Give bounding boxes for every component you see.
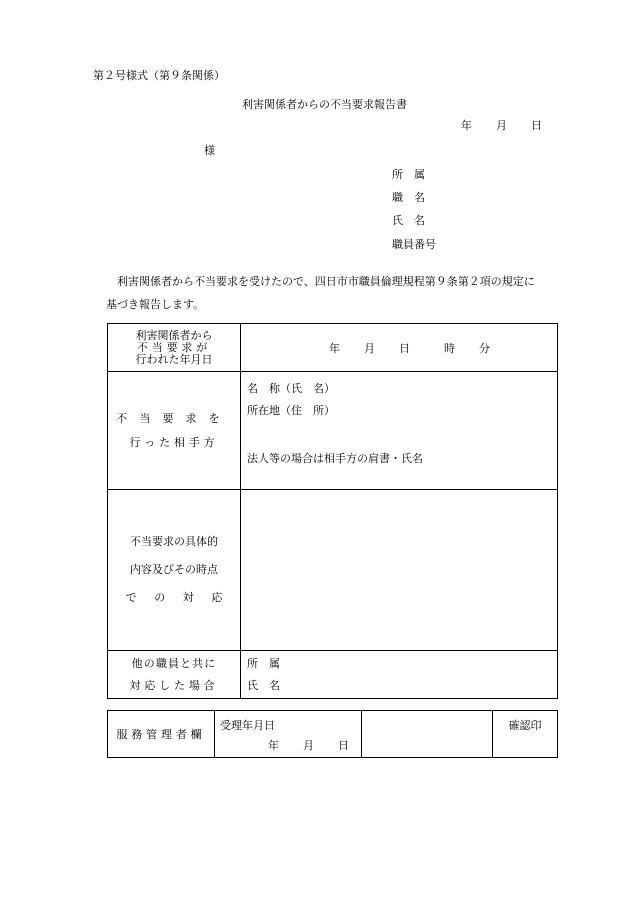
request-date-label-cell	[108, 324, 241, 372]
other-staff-label-cell	[108, 651, 241, 699]
request-day-label: 日	[399, 341, 410, 355]
received-year-label: 年	[268, 739, 279, 752]
received-date-cell[interactable]	[215, 711, 362, 758]
table-row-manager	[108, 711, 558, 758]
request-month-label: 月	[364, 341, 375, 355]
counterparty-value-cell[interactable]	[241, 372, 558, 490]
counterparty-label-cell	[108, 372, 241, 490]
reporter-dept-label: 所 属	[392, 168, 425, 181]
reporter-position-label: 職 名	[392, 191, 425, 204]
table-row-request-content	[108, 490, 558, 651]
table-row-other-staff	[108, 651, 558, 699]
report-table	[107, 323, 558, 699]
other-staff-name-field: 氏 名	[247, 679, 280, 692]
request-content-label-line-2: 内容及びその時点	[130, 563, 218, 576]
other-staff-value-cell[interactable]	[241, 651, 558, 699]
manager-table	[107, 710, 558, 758]
manager-label-cell	[108, 711, 215, 758]
request-minute-label: 分	[479, 341, 490, 355]
counterparty-address-field: 所在地（住 所）	[247, 404, 335, 417]
manager-blank-cell[interactable]	[362, 711, 493, 758]
form-number: 第２号様式（第９条関係）	[93, 69, 225, 82]
other-staff-dept-field: 所 属	[247, 657, 280, 670]
received-date-label: 受理年月日	[220, 719, 275, 732]
request-content-label-line-1: 不当要求の具体的	[130, 535, 218, 548]
request-content-value-cell[interactable]	[241, 490, 558, 651]
request-hour-label: 時	[444, 341, 455, 355]
month-label: 月	[496, 119, 507, 132]
reporter-name-label: 氏 名	[392, 214, 425, 227]
request-date-label-line-1: 利害関係者から	[135, 328, 213, 342]
seal-label: 確認印	[508, 719, 542, 732]
addressee-suffix: 様	[204, 144, 215, 157]
counterparty-corporate-note: 法人等の場合は相手方の肩書・氏名	[247, 452, 423, 465]
request-year-label: 年	[329, 341, 340, 355]
manager-label: 服務管理者欄	[116, 728, 206, 741]
received-month-label: 月	[303, 739, 314, 752]
report-date	[461, 117, 542, 133]
other-staff-label-line-1: 他の職員と共に	[131, 656, 217, 670]
other-staff-label-line-2: 対応した場合	[129, 678, 219, 692]
received-day-label: 日	[338, 739, 349, 752]
request-content-label-cell	[108, 490, 241, 651]
year-label: 年	[461, 119, 472, 132]
day-label: 日	[531, 119, 542, 132]
counterparty-label-line-1: 不当要求を	[116, 411, 232, 425]
request-content-label-line-3: での対応	[125, 591, 240, 604]
counterparty-name-field: 名 称（氏 名）	[247, 382, 335, 395]
request-date-label-line-3: 行われた年月日	[135, 352, 213, 366]
request-date-value-cell[interactable]	[241, 324, 558, 372]
body-text-line-1: 利害関係者から不当要求を受けたので、四日市市職員倫理規程第９条第２項の規定に	[117, 275, 535, 288]
body-text-line-2: 基づき報告します。	[106, 298, 205, 311]
table-row-request-date	[108, 324, 558, 372]
seal-cell[interactable]	[493, 711, 558, 758]
request-date-label-line-2: 不当要求が	[136, 340, 212, 354]
table-row-counterparty	[108, 372, 558, 490]
counterparty-label-line-2: 行った相手方	[129, 435, 219, 449]
reporter-staff-number-label: 職員番号	[392, 238, 436, 251]
page-title: 利害関係者からの不当要求報告書	[242, 98, 407, 111]
